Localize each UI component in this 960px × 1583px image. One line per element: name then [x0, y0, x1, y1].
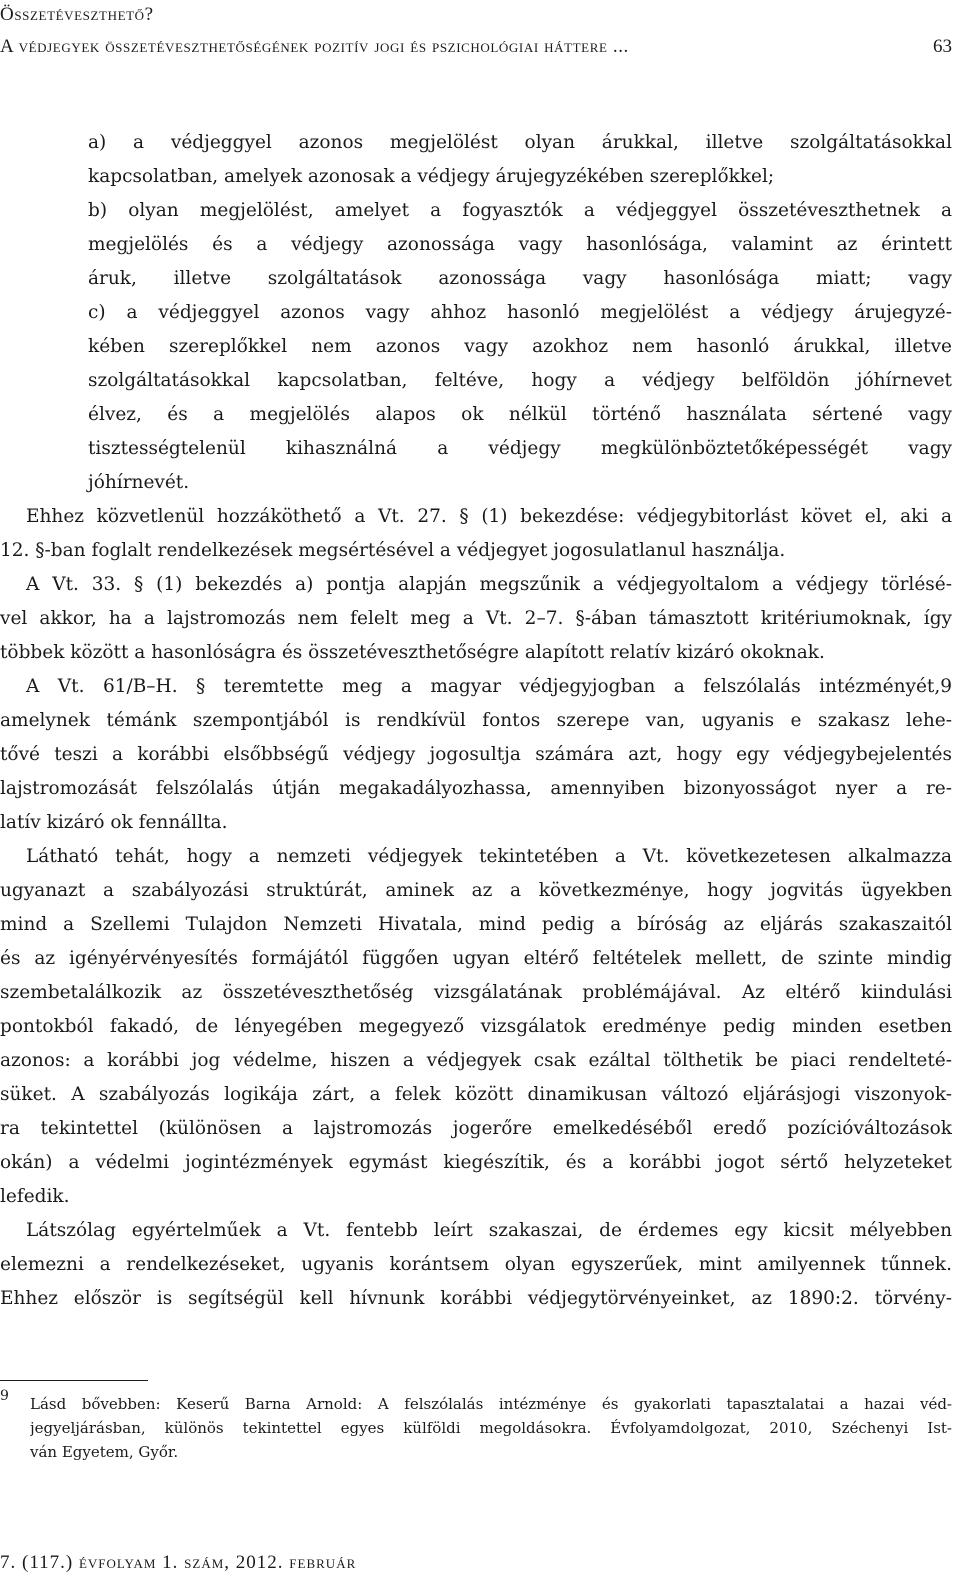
body-line: Ehhez közvetlenül hozzáköthető a Vt. 27. § (1) bekezdése: védjegybitorlást követ el, aki a	[26, 506, 952, 527]
body-line: áruk, illetve szolgáltatások azonossága vagy hasonlósága miatt; vagy	[88, 268, 952, 289]
running-section-title: Összetéveszthető?	[0, 4, 154, 25]
body-line: okán) a védelmi jogintézmények egymást kiegészítik, és a korábbi jogot sértő helyzeteket	[0, 1152, 952, 1173]
journal-footer: 7. (117.) évfolyam 1. szám, 2012. február	[0, 1552, 357, 1573]
body-line: mind a Szellemi Tulajdon Nemzeti Hivatala, mind pedig a bíróság az eljárás szakaszaitól	[0, 914, 952, 935]
footnote-text	[0, 1392, 952, 1464]
body-line: szolgáltatásokkal kapcsolatban, feltéve, hogy a védjegy belföldön jóhírnevet	[88, 370, 952, 391]
footnote-line: jegyeljárásban, különös tekintettel egyes külföldi megoldásokra. Évfolyamdolgozat, 2010, Széchenyi Ist-	[30, 1419, 952, 1437]
body-line: a) a védjeggyel azonos megjelölést olyan árukkal, illetve szolgáltatásokkal	[88, 132, 952, 153]
body-line: lefedik.	[0, 1186, 70, 1207]
body-line: pontokból fakadó, de lényegében megegyező vizsgálatok eredménye pedig minden esetben	[0, 1016, 952, 1037]
body-line: lajstromozását felszólalás útján megakadályozhassa, amennyiben bizonyosságot nyer a re-	[0, 778, 952, 799]
body-line: Látszólag egyértelműek a Vt. fentebb leírt szakaszai, de érdemes egy kicsit mélyebben	[26, 1220, 952, 1241]
body-line: szembetalálkozik az összetéveszthetőség vizsgálatának problémájával. Az eltérő kiindulási	[0, 982, 952, 1003]
body-line: A Vt. 33. § (1) bekezdés a) pontja alapján megszűnik a védjegyoltalom a védjegy törlésé-	[26, 574, 952, 595]
running-article-title: A védjegyek összetéveszthetőségének pozitív jogi és pszichológiai háttere ...	[0, 36, 629, 57]
body-line: 12. §-ban foglalt rendelkezések megsértésével a védjegyet jogosulatlanul használja.	[0, 540, 786, 561]
body-line: latív kizáró ok fennállta.	[0, 812, 228, 833]
body-line: c) a védjeggyel azonos vagy ahhoz hasonló megjelölést a védjegy árujegyzé-	[88, 302, 952, 323]
body-line: megjelölés és a védjegy azonossága vagy hasonlósága, valamint az érintett	[88, 234, 952, 255]
body-line: b) olyan megjelölést, amelyet a fogyasztók a védjeggyel összetéveszthetnek a	[88, 200, 952, 221]
body-line: vel akkor, ha a lajstromozás nem felelt meg a Vt. 2–7. §-ában támasztott kritériumoknak, így	[0, 608, 952, 629]
body-line: és az igényérvényesítés formájától függően ugyan eltérő feltételek mellett, de szinte mindig	[0, 948, 952, 969]
body-line: ugyanazt a szabályozási struktúrát, aminek az a következménye, hogy jogvitás ügyekben	[0, 880, 952, 901]
body-line: A Vt. 61/B–H. § teremtette meg a magyar védjegyjogban a felszólalás intézményét,9	[26, 676, 952, 697]
body-text	[0, 126, 952, 1316]
footnote-line: ván Egyetem, Győr.	[30, 1443, 179, 1461]
body-line: tisztességtelenül kihasználná a védjegy megkülönböztetőképességét vagy	[88, 438, 952, 459]
body-line: amelynek témánk szempontjából is rendkívül fontos szerepe van, ugyanis e szakasz lehe-	[0, 710, 952, 731]
body-line: elemezni a rendelkezéseket, ugyanis korántsem olyan egyszerűek, mint amilyennek tűnnek.	[0, 1254, 952, 1275]
footnote-rule	[0, 1380, 148, 1381]
page-number: 63	[933, 36, 952, 57]
body-line: Látható tehát, hogy a nemzeti védjegyek tekintetében a Vt. következetesen alkalmazza	[26, 846, 952, 867]
body-line: kapcsolatban, amelyek azonosak a védjegy árujegyzékében szereplőkkel;	[88, 166, 775, 187]
body-line: kében szereplőkkel nem azonos vagy azokhoz nem hasonló árukkal, illetve	[88, 336, 952, 357]
body-line: ra tekintettel (különösen a lajstromozás jogerőre emelkedéséből eredő pozícióváltozások	[0, 1118, 952, 1139]
footnote-line: Lásd bővebben: Keserű Barna Arnold: A felszólalás intézménye és gyakorlati tapasztalatai a hazai véd-	[30, 1395, 952, 1413]
body-line: tővé teszi a korábbi elsőbbségű védjegy jogosultja számára azt, hogy egy védjegybejelentés	[0, 744, 952, 765]
footnote-number: 9	[0, 1388, 9, 1404]
body-line: süket. A szabályozás logikája zárt, a felek között dinamikusan változó eljárásjogi viszonyok-	[0, 1084, 952, 1105]
body-line: Ehhez először is segítségül kell hívnunk korábbi védjegytörvényeinket, az 1890:2. törvény-	[0, 1288, 952, 1309]
body-line: élvez, és a megjelölés alapos ok nélkül történő használata sértené vagy	[88, 404, 952, 425]
body-line: jóhírnevét.	[88, 472, 190, 493]
body-line: többek között a hasonlóságra és összetéveszthetőségre alapított relatív kizáró okoknak.	[0, 642, 825, 663]
body-line: azonos: a korábbi jog védelme, hiszen a védjegyek csak ezáltal tölthetik be piaci rendelteté-	[0, 1050, 952, 1071]
